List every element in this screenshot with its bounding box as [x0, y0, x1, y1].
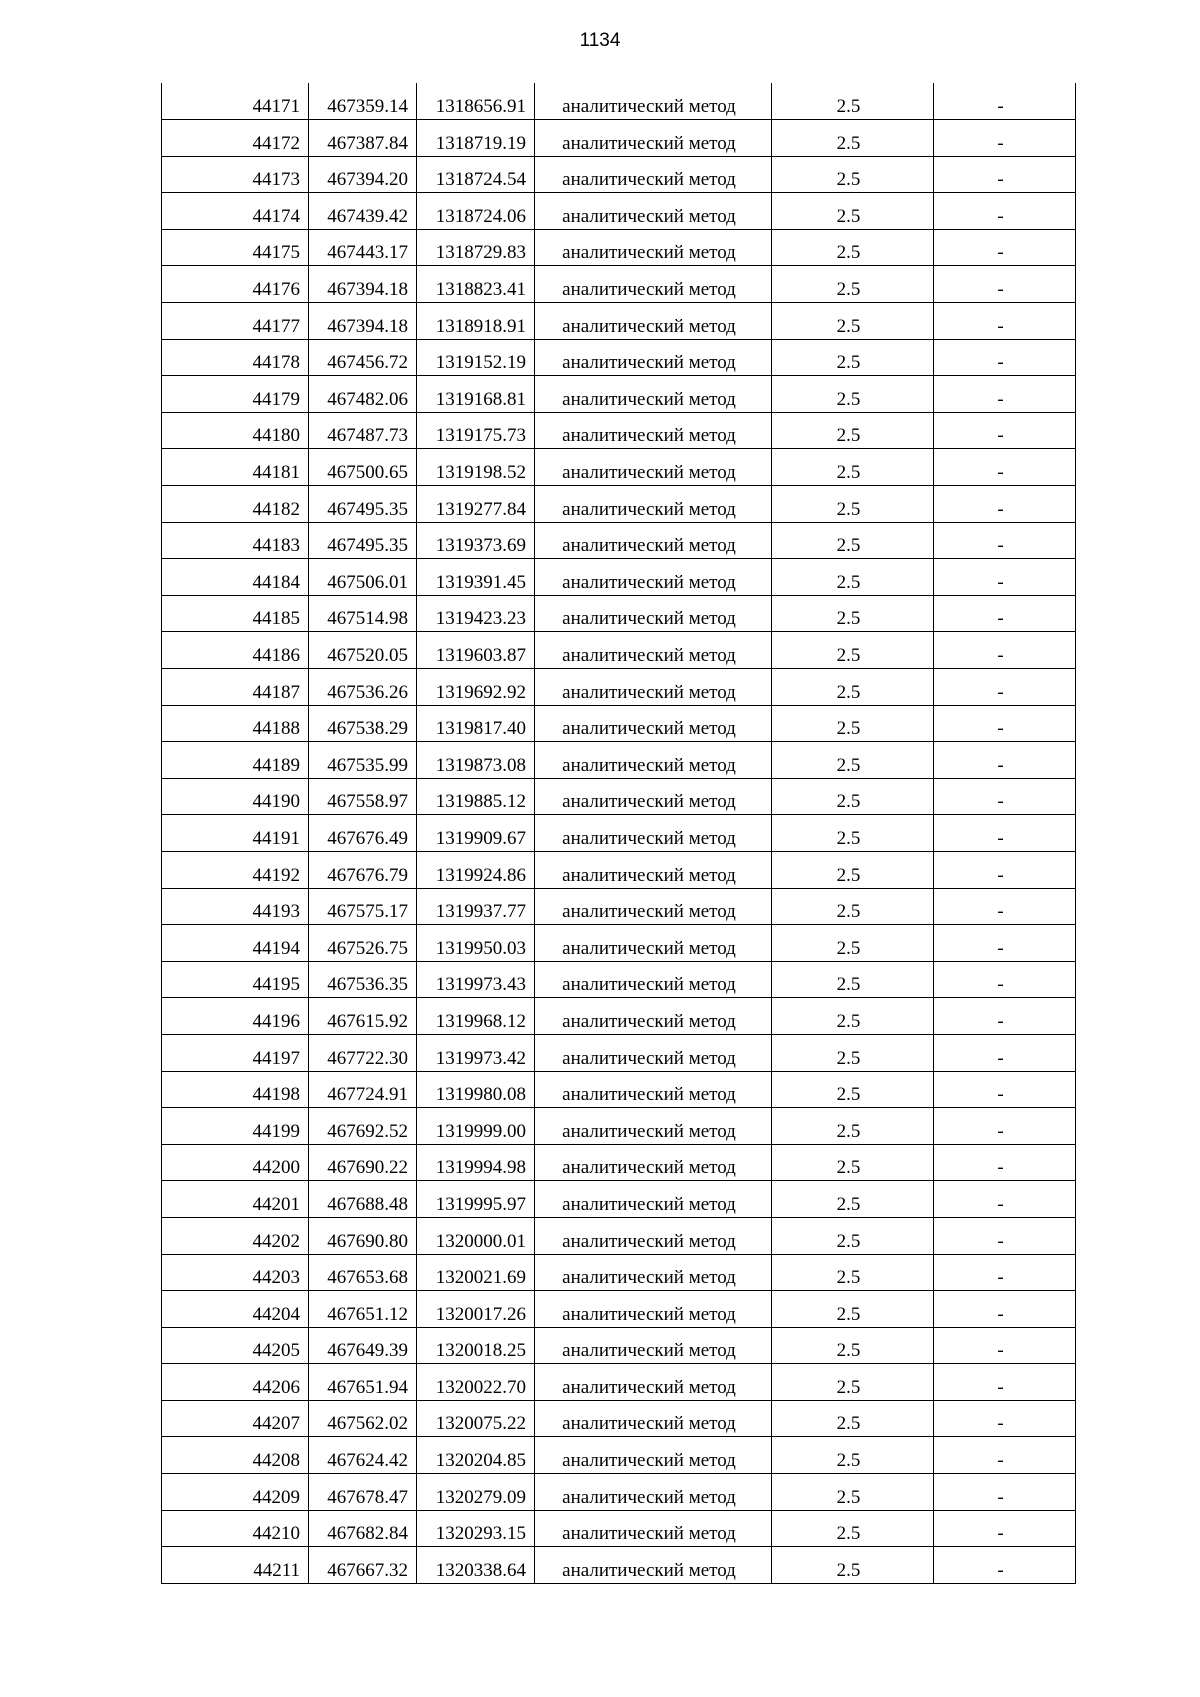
precision-cell: 2.5: [772, 1034, 934, 1071]
x-coordinate-cell: 467624.42: [309, 1437, 417, 1474]
precision-cell: 2.5: [772, 486, 934, 523]
precision-cell: 2.5: [772, 193, 934, 230]
precision-cell: 2.5: [772, 1474, 934, 1511]
method-cell: аналитический метод: [535, 961, 772, 998]
point-number-cell: 44207: [162, 1400, 309, 1437]
point-number-cell: 44201: [162, 1181, 309, 1218]
method-cell: аналитический метод: [535, 83, 772, 120]
table-row: [162, 376, 1076, 413]
method-cell: аналитический метод: [535, 1327, 772, 1364]
point-number-cell: 44194: [162, 925, 309, 962]
description-cell: -: [934, 229, 1076, 266]
y-coordinate-cell: 1319175.73: [417, 412, 535, 449]
point-number-cell: 44196: [162, 998, 309, 1035]
point-number-cell: 44204: [162, 1291, 309, 1328]
precision-cell: 2.5: [772, 412, 934, 449]
description-cell: -: [934, 120, 1076, 157]
table-row: [162, 266, 1076, 303]
method-cell: аналитический метод: [535, 376, 772, 413]
x-coordinate-cell: 467676.79: [309, 851, 417, 888]
precision-cell: 2.5: [772, 1108, 934, 1145]
y-coordinate-cell: 1319885.12: [417, 778, 535, 815]
x-coordinate-cell: 467558.97: [309, 778, 417, 815]
description-cell: -: [934, 1291, 1076, 1328]
point-number-cell: 44171: [162, 83, 309, 120]
description-cell: -: [934, 266, 1076, 303]
table-row: [162, 412, 1076, 449]
y-coordinate-cell: 1320204.85: [417, 1437, 535, 1474]
table-row: [162, 1547, 1076, 1584]
y-coordinate-cell: 1319999.00: [417, 1108, 535, 1145]
precision-cell: 2.5: [772, 632, 934, 669]
table-row: [162, 1254, 1076, 1291]
table-row: [162, 1437, 1076, 1474]
description-cell: -: [934, 742, 1076, 779]
x-coordinate-cell: 467724.91: [309, 1071, 417, 1108]
x-coordinate-cell: 467575.17: [309, 888, 417, 925]
x-coordinate-cell: 467651.12: [309, 1291, 417, 1328]
table-row: [162, 1034, 1076, 1071]
point-number-cell: 44173: [162, 156, 309, 193]
table-row: [162, 851, 1076, 888]
method-cell: аналитический метод: [535, 449, 772, 486]
y-coordinate-cell: 1318729.83: [417, 229, 535, 266]
x-coordinate-cell: 467690.22: [309, 1144, 417, 1181]
x-coordinate-cell: 467443.17: [309, 229, 417, 266]
precision-cell: 2.5: [772, 888, 934, 925]
y-coordinate-cell: 1319152.19: [417, 339, 535, 376]
description-cell: -: [934, 1071, 1076, 1108]
table-row: [162, 1474, 1076, 1511]
method-cell: аналитический метод: [535, 851, 772, 888]
x-coordinate-cell: 467520.05: [309, 632, 417, 669]
precision-cell: 2.5: [772, 339, 934, 376]
table-row: [162, 888, 1076, 925]
x-coordinate-cell: 467615.92: [309, 998, 417, 1035]
method-cell: аналитический метод: [535, 1217, 772, 1254]
point-number-cell: 44206: [162, 1364, 309, 1401]
y-coordinate-cell: 1319973.42: [417, 1034, 535, 1071]
table-row: [162, 1510, 1076, 1547]
method-cell: аналитический метод: [535, 595, 772, 632]
method-cell: аналитический метод: [535, 1291, 772, 1328]
precision-cell: 2.5: [772, 705, 934, 742]
method-cell: аналитический метод: [535, 339, 772, 376]
description-cell: -: [934, 412, 1076, 449]
point-number-cell: 44210: [162, 1510, 309, 1547]
table-row: [162, 595, 1076, 632]
method-cell: аналитический метод: [535, 1510, 772, 1547]
method-cell: аналитический метод: [535, 156, 772, 193]
method-cell: аналитический метод: [535, 925, 772, 962]
point-number-cell: 44200: [162, 1144, 309, 1181]
description-cell: -: [934, 1217, 1076, 1254]
point-number-cell: 44211: [162, 1547, 309, 1584]
method-cell: аналитический метод: [535, 1400, 772, 1437]
table-row: [162, 669, 1076, 706]
description-cell: -: [934, 1510, 1076, 1547]
y-coordinate-cell: 1319603.87: [417, 632, 535, 669]
table-row: [162, 1217, 1076, 1254]
precision-cell: 2.5: [772, 669, 934, 706]
table-row: [162, 193, 1076, 230]
description-cell: -: [934, 559, 1076, 596]
description-cell: -: [934, 449, 1076, 486]
precision-cell: 2.5: [772, 522, 934, 559]
point-number-cell: 44208: [162, 1437, 309, 1474]
point-number-cell: 44182: [162, 486, 309, 523]
x-coordinate-cell: 467536.35: [309, 961, 417, 998]
point-number-cell: 44181: [162, 449, 309, 486]
x-coordinate-cell: 467722.30: [309, 1034, 417, 1071]
point-number-cell: 44209: [162, 1474, 309, 1511]
description-cell: -: [934, 156, 1076, 193]
y-coordinate-cell: 1319373.69: [417, 522, 535, 559]
method-cell: аналитический метод: [535, 1547, 772, 1584]
description-cell: -: [934, 925, 1076, 962]
method-cell: аналитический метод: [535, 1071, 772, 1108]
table-row: [162, 83, 1076, 120]
point-number-cell: 44186: [162, 632, 309, 669]
x-coordinate-cell: 467506.01: [309, 559, 417, 596]
method-cell: аналитический метод: [535, 1181, 772, 1218]
point-number-cell: 44198: [162, 1071, 309, 1108]
description-cell: -: [934, 888, 1076, 925]
method-cell: аналитический метод: [535, 742, 772, 779]
precision-cell: 2.5: [772, 778, 934, 815]
precision-cell: 2.5: [772, 925, 934, 962]
precision-cell: 2.5: [772, 229, 934, 266]
description-cell: -: [934, 83, 1076, 120]
x-coordinate-cell: 467649.39: [309, 1327, 417, 1364]
description-cell: -: [934, 1364, 1076, 1401]
x-coordinate-cell: 467394.20: [309, 156, 417, 193]
method-cell: аналитический метод: [535, 412, 772, 449]
method-cell: аналитический метод: [535, 1474, 772, 1511]
y-coordinate-cell: 1319873.08: [417, 742, 535, 779]
table-row: [162, 1144, 1076, 1181]
description-cell: -: [934, 1108, 1076, 1145]
point-number-cell: 44185: [162, 595, 309, 632]
precision-cell: 2.5: [772, 83, 934, 120]
precision-cell: 2.5: [772, 449, 934, 486]
y-coordinate-cell: 1320000.01: [417, 1217, 535, 1254]
y-coordinate-cell: 1319168.81: [417, 376, 535, 413]
table-row: [162, 1071, 1076, 1108]
y-coordinate-cell: 1320017.26: [417, 1291, 535, 1328]
precision-cell: 2.5: [772, 1437, 934, 1474]
y-coordinate-cell: 1318823.41: [417, 266, 535, 303]
table-row: [162, 1400, 1076, 1437]
y-coordinate-cell: 1319968.12: [417, 998, 535, 1035]
description-cell: -: [934, 376, 1076, 413]
y-coordinate-cell: 1319937.77: [417, 888, 535, 925]
description-cell: -: [934, 851, 1076, 888]
x-coordinate-cell: 467482.06: [309, 376, 417, 413]
precision-cell: 2.5: [772, 266, 934, 303]
x-coordinate-cell: 467500.65: [309, 449, 417, 486]
precision-cell: 2.5: [772, 303, 934, 340]
x-coordinate-cell: 467359.14: [309, 83, 417, 120]
description-cell: -: [934, 193, 1076, 230]
x-coordinate-cell: 467536.26: [309, 669, 417, 706]
precision-cell: 2.5: [772, 1327, 934, 1364]
description-cell: -: [934, 778, 1076, 815]
method-cell: аналитический метод: [535, 815, 772, 852]
point-number-cell: 44189: [162, 742, 309, 779]
precision-cell: 2.5: [772, 559, 934, 596]
description-cell: -: [934, 1254, 1076, 1291]
precision-cell: 2.5: [772, 961, 934, 998]
description-cell: -: [934, 669, 1076, 706]
point-number-cell: 44176: [162, 266, 309, 303]
precision-cell: 2.5: [772, 120, 934, 157]
table-row: [162, 1327, 1076, 1364]
y-coordinate-cell: 1320018.25: [417, 1327, 535, 1364]
y-coordinate-cell: 1319391.45: [417, 559, 535, 596]
y-coordinate-cell: 1320338.64: [417, 1547, 535, 1584]
method-cell: аналитический метод: [535, 669, 772, 706]
table-row: [162, 156, 1076, 193]
point-number-cell: 44174: [162, 193, 309, 230]
point-number-cell: 44195: [162, 961, 309, 998]
method-cell: аналитический метод: [535, 193, 772, 230]
description-cell: -: [934, 595, 1076, 632]
table-row: [162, 449, 1076, 486]
precision-cell: 2.5: [772, 376, 934, 413]
point-number-cell: 44191: [162, 815, 309, 852]
description-cell: -: [934, 705, 1076, 742]
y-coordinate-cell: 1319909.67: [417, 815, 535, 852]
table-row: [162, 742, 1076, 779]
y-coordinate-cell: 1318656.91: [417, 83, 535, 120]
point-number-cell: 44175: [162, 229, 309, 266]
description-cell: -: [934, 339, 1076, 376]
point-number-cell: 44177: [162, 303, 309, 340]
precision-cell: 2.5: [772, 1144, 934, 1181]
point-number-cell: 44202: [162, 1217, 309, 1254]
page-number: 1134: [579, 30, 621, 51]
coordinates-table-body: [162, 83, 1076, 1583]
method-cell: аналитический метод: [535, 778, 772, 815]
method-cell: аналитический метод: [535, 1364, 772, 1401]
y-coordinate-cell: 1318724.54: [417, 156, 535, 193]
x-coordinate-cell: 467456.72: [309, 339, 417, 376]
x-coordinate-cell: 467495.35: [309, 486, 417, 523]
precision-cell: 2.5: [772, 595, 934, 632]
x-coordinate-cell: 467538.29: [309, 705, 417, 742]
table-row: [162, 705, 1076, 742]
table-row: [162, 925, 1076, 962]
precision-cell: 2.5: [772, 851, 934, 888]
precision-cell: 2.5: [772, 815, 934, 852]
table-row: [162, 303, 1076, 340]
description-cell: -: [934, 1327, 1076, 1364]
y-coordinate-cell: 1319995.97: [417, 1181, 535, 1218]
description-cell: -: [934, 998, 1076, 1035]
x-coordinate-cell: 467439.42: [309, 193, 417, 230]
table-row: [162, 1364, 1076, 1401]
precision-cell: 2.5: [772, 1510, 934, 1547]
precision-cell: 2.5: [772, 1071, 934, 1108]
y-coordinate-cell: 1319692.92: [417, 669, 535, 706]
x-coordinate-cell: 467526.75: [309, 925, 417, 962]
y-coordinate-cell: 1320293.15: [417, 1510, 535, 1547]
method-cell: аналитический метод: [535, 1108, 772, 1145]
table-row: [162, 998, 1076, 1035]
table-row: [162, 486, 1076, 523]
x-coordinate-cell: 467487.73: [309, 412, 417, 449]
x-coordinate-cell: 467495.35: [309, 522, 417, 559]
y-coordinate-cell: 1319277.84: [417, 486, 535, 523]
y-coordinate-cell: 1319817.40: [417, 705, 535, 742]
precision-cell: 2.5: [772, 998, 934, 1035]
description-cell: -: [934, 1144, 1076, 1181]
precision-cell: 2.5: [772, 1291, 934, 1328]
x-coordinate-cell: 467676.49: [309, 815, 417, 852]
precision-cell: 2.5: [772, 1217, 934, 1254]
description-cell: -: [934, 303, 1076, 340]
description-cell: -: [934, 632, 1076, 669]
y-coordinate-cell: 1318918.91: [417, 303, 535, 340]
precision-cell: 2.5: [772, 1547, 934, 1584]
description-cell: -: [934, 1034, 1076, 1071]
point-number-cell: 44192: [162, 851, 309, 888]
method-cell: аналитический метод: [535, 705, 772, 742]
table-row: [162, 815, 1076, 852]
point-number-cell: 44199: [162, 1108, 309, 1145]
x-coordinate-cell: 467667.32: [309, 1547, 417, 1584]
description-cell: -: [934, 1400, 1076, 1437]
x-coordinate-cell: 467682.84: [309, 1510, 417, 1547]
point-number-cell: 44183: [162, 522, 309, 559]
precision-cell: 2.5: [772, 1181, 934, 1218]
method-cell: аналитический метод: [535, 632, 772, 669]
y-coordinate-cell: 1320021.69: [417, 1254, 535, 1291]
precision-cell: 2.5: [772, 1400, 934, 1437]
table-row: [162, 961, 1076, 998]
x-coordinate-cell: 467562.02: [309, 1400, 417, 1437]
description-cell: -: [934, 1547, 1076, 1584]
table-row: [162, 1181, 1076, 1218]
description-cell: -: [934, 815, 1076, 852]
x-coordinate-cell: 467651.94: [309, 1364, 417, 1401]
point-number-cell: 44178: [162, 339, 309, 376]
precision-cell: 2.5: [772, 1254, 934, 1291]
x-coordinate-cell: 467692.52: [309, 1108, 417, 1145]
x-coordinate-cell: 467387.84: [309, 120, 417, 157]
y-coordinate-cell: 1319994.98: [417, 1144, 535, 1181]
table-row: [162, 632, 1076, 669]
point-number-cell: 44188: [162, 705, 309, 742]
description-cell: -: [934, 522, 1076, 559]
table-row: [162, 229, 1076, 266]
method-cell: аналитический метод: [535, 522, 772, 559]
y-coordinate-cell: 1320279.09: [417, 1474, 535, 1511]
method-cell: аналитический метод: [535, 998, 772, 1035]
method-cell: аналитический метод: [535, 559, 772, 596]
method-cell: аналитический метод: [535, 303, 772, 340]
x-coordinate-cell: 467394.18: [309, 303, 417, 340]
table-row: [162, 778, 1076, 815]
y-coordinate-cell: 1319980.08: [417, 1071, 535, 1108]
y-coordinate-cell: 1319973.43: [417, 961, 535, 998]
y-coordinate-cell: 1318724.06: [417, 193, 535, 230]
x-coordinate-cell: 467535.99: [309, 742, 417, 779]
method-cell: аналитический метод: [535, 229, 772, 266]
method-cell: аналитический метод: [535, 120, 772, 157]
x-coordinate-cell: 467514.98: [309, 595, 417, 632]
point-number-cell: 44172: [162, 120, 309, 157]
point-number-cell: 44203: [162, 1254, 309, 1291]
point-number-cell: 44205: [162, 1327, 309, 1364]
x-coordinate-cell: 467394.18: [309, 266, 417, 303]
y-coordinate-cell: 1319423.23: [417, 595, 535, 632]
method-cell: аналитический метод: [535, 1254, 772, 1291]
table-row: [162, 559, 1076, 596]
description-cell: -: [934, 961, 1076, 998]
table-row: [162, 120, 1076, 157]
y-coordinate-cell: 1318719.19: [417, 120, 535, 157]
x-coordinate-cell: 467678.47: [309, 1474, 417, 1511]
x-coordinate-cell: 467688.48: [309, 1181, 417, 1218]
coordinates-table: [161, 83, 1076, 1584]
point-number-cell: 44193: [162, 888, 309, 925]
y-coordinate-cell: 1319198.52: [417, 449, 535, 486]
description-cell: -: [934, 1474, 1076, 1511]
point-number-cell: 44190: [162, 778, 309, 815]
table-row: [162, 1108, 1076, 1145]
point-number-cell: 44187: [162, 669, 309, 706]
precision-cell: 2.5: [772, 1364, 934, 1401]
precision-cell: 2.5: [772, 742, 934, 779]
x-coordinate-cell: 467690.80: [309, 1217, 417, 1254]
description-cell: -: [934, 1181, 1076, 1218]
y-coordinate-cell: 1320075.22: [417, 1400, 535, 1437]
y-coordinate-cell: 1320022.70: [417, 1364, 535, 1401]
method-cell: аналитический метод: [535, 486, 772, 523]
x-coordinate-cell: 467653.68: [309, 1254, 417, 1291]
precision-cell: 2.5: [772, 156, 934, 193]
table-row: [162, 1291, 1076, 1328]
y-coordinate-cell: 1319950.03: [417, 925, 535, 962]
method-cell: аналитический метод: [535, 1437, 772, 1474]
point-number-cell: 44180: [162, 412, 309, 449]
point-number-cell: 44179: [162, 376, 309, 413]
method-cell: аналитический метод: [535, 1034, 772, 1071]
y-coordinate-cell: 1319924.86: [417, 851, 535, 888]
table-row: [162, 522, 1076, 559]
table-row: [162, 339, 1076, 376]
method-cell: аналитический метод: [535, 1144, 772, 1181]
point-number-cell: 44197: [162, 1034, 309, 1071]
method-cell: аналитический метод: [535, 266, 772, 303]
description-cell: -: [934, 1437, 1076, 1474]
point-number-cell: 44184: [162, 559, 309, 596]
method-cell: аналитический метод: [535, 888, 772, 925]
description-cell: -: [934, 486, 1076, 523]
